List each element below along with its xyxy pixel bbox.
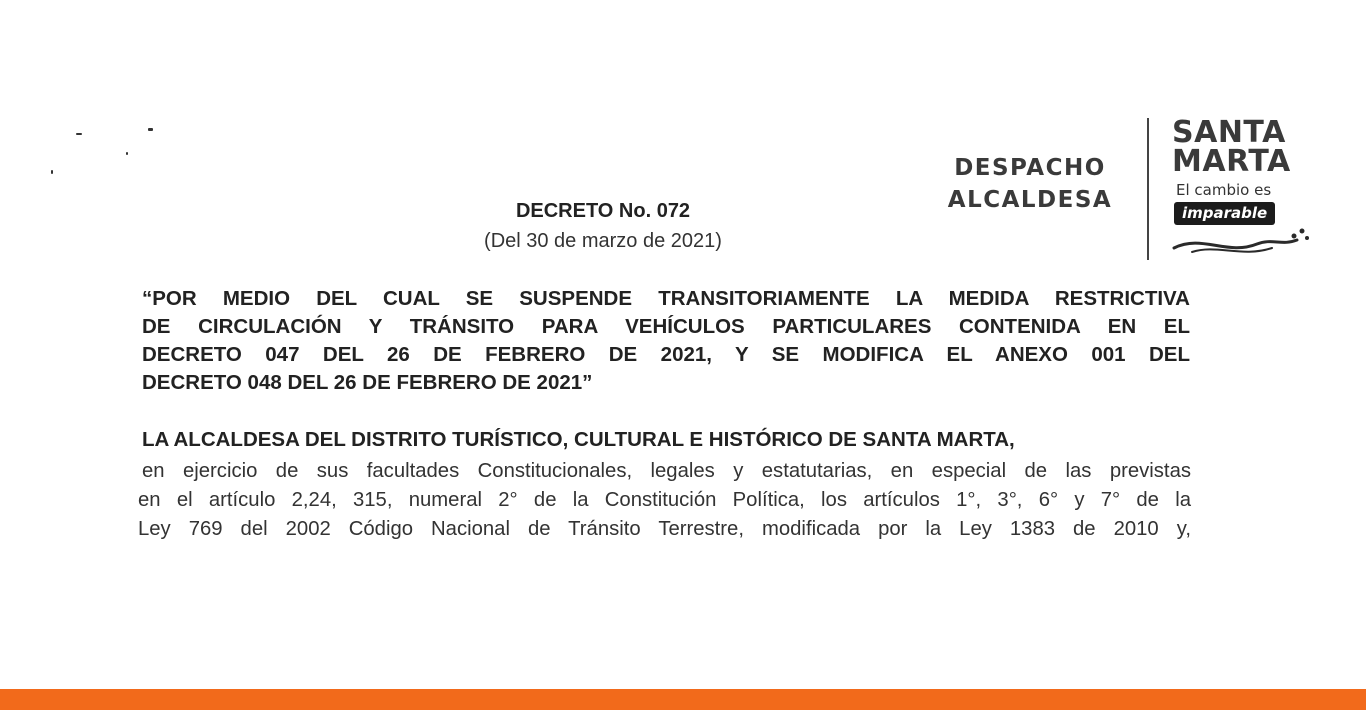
issuing-authority: LA ALCALDESA DEL DISTRITO TURÍSTICO, CULTURAL E HISTÓRICO DE SANTA MARTA,: [142, 428, 1015, 451]
preamble-line: en el artículo 2,24, 315, numeral 2° de la Constitución Política, los artículos 1°, 3°, 6° y 7° de la: [138, 489, 1191, 511]
decree-subject: [142, 285, 1190, 397]
logo-tagline-2: imparable: [1174, 202, 1275, 225]
preamble-line: Ley 769 del 2002 Código Nacional de Tránsito Terrestre, modificada por la Ley 1383 de 2010 y,: [138, 518, 1191, 540]
office-line-2: ALCALDESA: [947, 187, 1113, 213]
subject-line: DECRETO 047 DEL 26 DE FEBRERO DE 2021, Y SE MODIFICA EL ANEXO 001 DEL: [142, 343, 1190, 366]
logo-city-line-2: MARTA: [1172, 144, 1291, 179]
logo-city-line-1: SANTA: [1172, 115, 1286, 150]
decree-number: DECRETO No. 072: [515, 200, 691, 222]
preamble-line: en ejercicio de sus facultades Constitucionales, legales y estatutarias, en especial de las previstas: [142, 460, 1191, 482]
subject-line: DECRETO 048 DEL 26 DE FEBRERO DE 2021”: [142, 371, 593, 394]
preamble: [138, 457, 1191, 544]
logo-tagline-1: El cambio es: [1176, 181, 1272, 199]
subject-line: DE CIRCULACIÓN Y TRÁNSITO PARA VEHÍCULOS PARTICULARES CONTENIDA EN EL: [142, 315, 1190, 338]
office-line-1: DESPACHO: [954, 155, 1106, 181]
accent-bar: [0, 689, 1366, 710]
subject-line: “POR MEDIO DEL CUAL SE SUSPENDE TRANSITORIAMENTE LA MEDIDA RESTRICTIVA: [142, 287, 1190, 310]
decree-date: (Del 30 de marzo de 2021): [484, 230, 722, 252]
